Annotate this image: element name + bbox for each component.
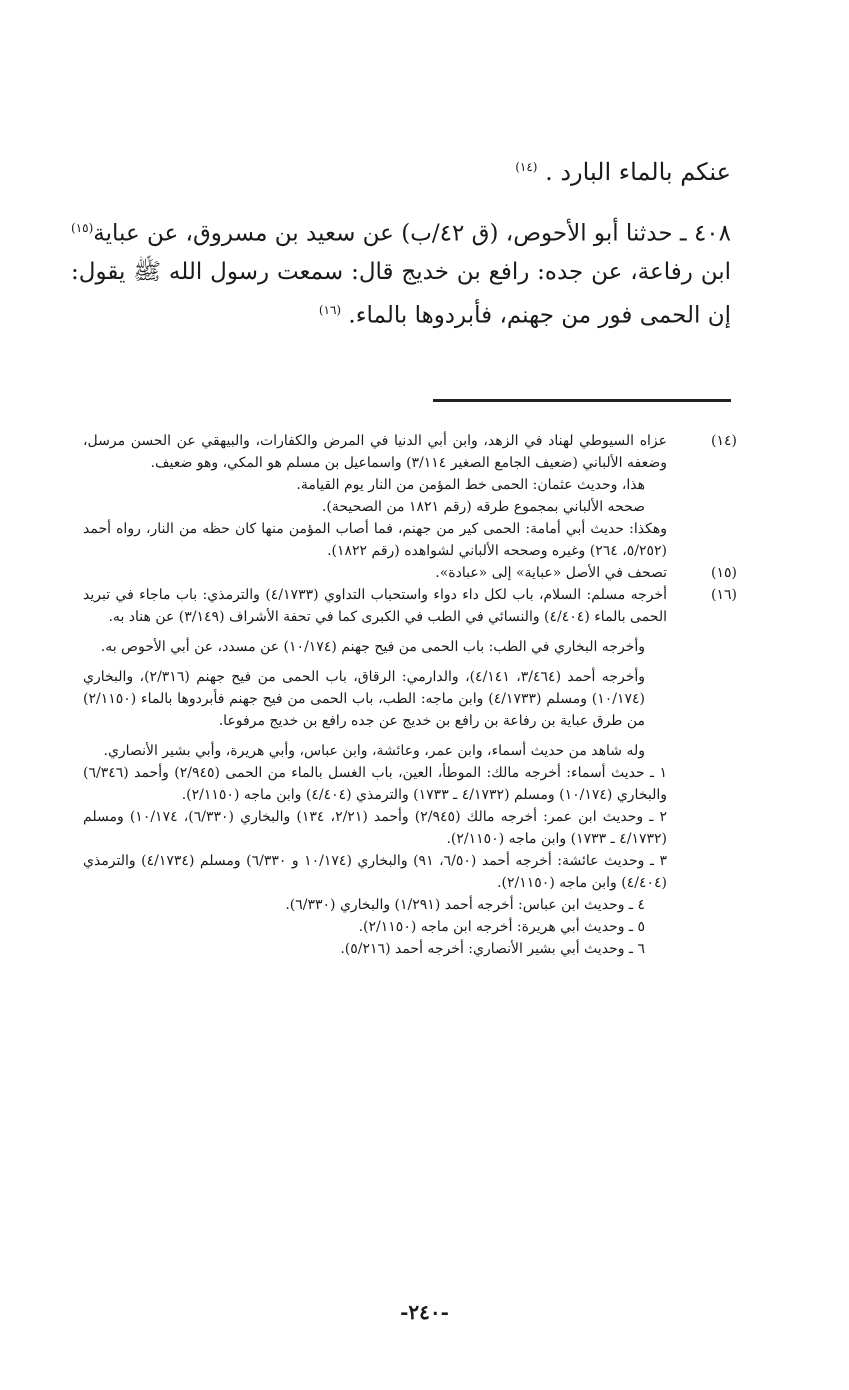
main-text	[71, 148, 731, 334]
footnote-ref-16: (١٦)	[318, 302, 342, 317]
footnote-text: هذا، وحديث عثمان: الحمى خط المؤمن من النار يوم القيامة.	[296, 477, 645, 493]
list-item: ٦ ـ وحديث أبي بشير الأنصاري: أخرجه أحمد (٥/٢١٦).	[340, 941, 645, 957]
footnote-text: عزاه السيوطي لهناد في الزهد، وابن أبي الدنيا في المرض والكفارات، والبيهقي عن الحسن مرسل، وضعفه الألباني (ضعيف الجامع الصغير ٣/١١٤) واسماعيل بن مسلم هو المكي، وهو ضعيف.	[83, 433, 667, 471]
footnote-text: وأخرجه البخاري في الطب: باب الحمى من فيح جهنم (١٠/١٧٤) عن مسدد، عن أبي الأحوص به.	[100, 639, 645, 655]
footnote-text: وأخرجه أحمد (٣/٤٦٤، ٤/١٤١)، والدارمي: الرقاق، باب الحمى من فيح جهنم (٢/٣١٦)، والبخاري (١٠/١٧٤) ومسلم (٤/١٧٣٣) وابن ماجه: الطب، باب الحمى من فيح جهنم فأبردوها بالماء (٢/١١٥٠) من طرق عباية بن رفاعة بن رافع بن خديج عن جده رافع بن خديج مرفوعا.	[83, 669, 645, 729]
footnote-16	[83, 584, 737, 960]
witness-list	[83, 762, 667, 960]
footnote-number: (١٥)	[711, 565, 737, 581]
footnote-text: صححه الألباني بمجموع طرقه (رقم ١٨٢١ من الصحيحة).	[321, 499, 645, 515]
footnote-text: وله شاهد من حديث أسماء، وابن عمر، وعائشة، وابن عباس، وأبي هريرة، وأبي بشير الأنصاري.	[103, 743, 645, 759]
footnote-ref-14: (١٤)	[515, 160, 538, 174]
hadith-408-text: ابن رفاعة، عن جده: رافع بن خديج قال: سمعت رسول الله ﷺ يقول: إن الحمى فور من جهنم، فأبردوها بالماء.	[71, 258, 731, 329]
footnote-ref-15: (١٥)	[71, 221, 94, 235]
footnote-text: تصحف في الأصل «عباية» إلى «عبادة».	[435, 565, 667, 581]
footnote-14	[83, 430, 737, 562]
main-line-1	[71, 148, 731, 191]
hadith-408-line-1: ٤٠٨ ـ حدثنا أبو الأحوص، (ق ٤٢/ب) عن سعيد بن مسروق، عن عباية	[93, 220, 731, 247]
footnote-text: وهكذا: حديث أبي أمامة: الحمى كير من جهنم، فما أصاب المؤمن منها كان حظه من النار، رواه أحمد (٥/٢٥٢، ٢٦٤) وغيره وصححه الألباني لشواهده (رقم ١٨٢٢).	[83, 521, 667, 559]
list-item: ٣ ـ وحديث عائشة: أخرجه أحمد (٦/٥٠، ٩١) والبخاري (١٠/١٧٤ و ٦/٣٣٠) ومسلم (٤/١٧٣٤) والترمذي (٤/٤٠٤) وابن ماجه (٢/١١٥٠).	[83, 853, 667, 891]
page-number: -٢٤٠-	[400, 1300, 449, 1324]
footnote-number: (١٤)	[711, 433, 737, 449]
footnote-number: (١٦)	[711, 587, 737, 603]
footnote-text: أخرجه مسلم: السلام، باب لكل داء دواء واستحباب التداوي (٤/١٧٣٣) والترمذي: باب ماجاء في تبريد الحمى بالماء (٤/٤٠٤) والنسائي في الطب في الكبرى كما في تحفة الأشراف (٣/١٤٩) عن هناد به.	[83, 587, 667, 625]
footnote-15	[83, 562, 737, 584]
list-item: ٥ ـ وحديث أبي هريرة: أخرجه ابن ماجه (٢/١١٥٠).	[358, 919, 645, 935]
list-item: ٢ ـ وحديث ابن عمر: أخرجه مالك (٢/٩٤٥) وأحمد (٢/٢١، ١٣٤) والبخاري (٦/٣٣٠)، ١٠/١٧٤) ومسلم (٤/١٧٣٢ ـ ١٧٣٣) وابن ماجه (٢/١١٥٠).	[83, 809, 667, 847]
footnotes	[83, 430, 737, 960]
list-item: ١ ـ حديث أسماء: أخرجه مالك: الموطأ، العين، باب الغسل بالماء من الحمى (٢/٩٤٥) وأحمد (٦/٣٤٦) والبخاري (١٠/١٧٤) ومسلم (٤/١٧٣٢ ـ ١٧٣٣) والترمذي (٤/٤٠٤) وابن ماجه (٢/١١٥٠).	[83, 765, 667, 803]
hadith-408	[71, 209, 731, 334]
main-line-1-text: عنكم بالماء البارد .	[545, 158, 731, 186]
footnote-separator	[433, 399, 731, 402]
list-item: ٤ ـ وحديث ابن عباس: أخرجه أحمد (١/٢٩١) والبخاري (٦/٣٣٠).	[285, 897, 645, 913]
